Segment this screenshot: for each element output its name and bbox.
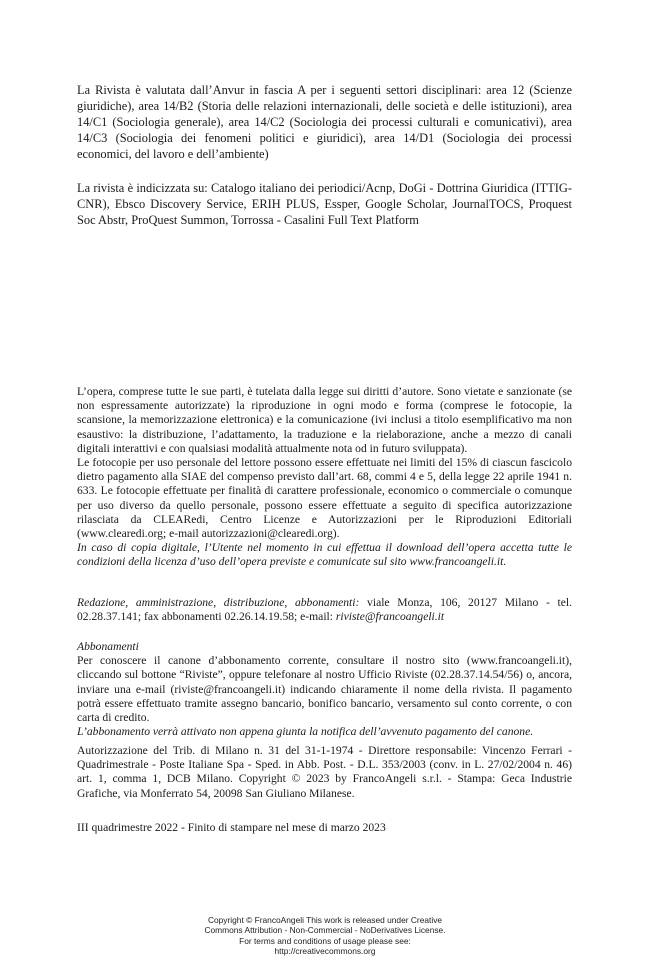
license-line-3: For terms and conditions of usage please see: — [239, 935, 411, 946]
editorial-email: riviste@francoangeli.it — [335, 610, 445, 624]
editorial-label: Redazione, amministrazione, distribuzione, abbonamenti: — [77, 596, 360, 609]
copyright-paragraph-3: In caso di copia digitale, l’Utente nel momento in cui effettua il download dell’opera accetta tutte le condizioni della licenza d’uso dell’opera previste e comunicate sul sito www.francoangeli.it. — [77, 541, 572, 569]
printing-info: III quadrimestre 2022 - Finito di stampare nel mese di marzo 2023 — [77, 821, 386, 834]
indexing-text: La rivista è indicizzata su: Catalogo italiano dei periodici/Acnp, DoGi - Dottrina Giuridica (ITTIG-CNR), Ebsco Discovery Service, ERIH PLUS, Essper, Google Scholar, JournalTOCS, Proquest Soc Abstr, ProQuest Summon, Torrossa - Casalini Full Text Platform — [77, 181, 572, 227]
subscriptions-section — [77, 640, 572, 739]
copyright-paragraph-1: L’opera, comprese tutte le sue parti, è tutelata dalla legge sui diritti d’autore. Sono vietate e sanzionate (se non espressamente autorizzate) la riproduzione in ogni modo e forma (comprese le fotocopie, la scansione, la memorizzazione elettronica) e la comunicazione (ivi inclusi a titolo esemplificativo ma non esaustivo: la distribuzione, l’adattamento, la traduzione e la rielaborazione, anche a mezzo di canali digitali interattivi e con qualsiasi modalità attualmente nota od in futuro sviluppata). — [77, 385, 572, 455]
license-line-1: Copyright © FrancoAngeli This work is released under Creative — [207, 915, 443, 925]
license-line-2: Commons Attribution - Non-Commercial - NoDerivatives License. — [204, 925, 446, 936]
subscriptions-note: L’abbonamento verrà attivato non appena giunta la notifica dell’avvenuto pagamento del canone. — [77, 725, 534, 739]
anvur-evaluation-text: La Rivista è valutata dall’Anvur in fascia A per i seguenti settori disciplinari: area 12 (Scienze giuridiche), area 14/B2 (Storia delle relazioni internazionali, delle società e delle istituzioni), area 14/C1 (Sociologia generale), area 14/C2 (Sociologia dei processi culturali e comunicativi), area 14/C3 (Sociologia dei fenomeni politici e giuridici), area 14/D1 (Sociologia dei processi economici, del lavoro e dell’ambiente) — [77, 83, 572, 161]
subscriptions-heading: Abbonamenti — [77, 640, 139, 653]
editorial-info — [77, 596, 572, 624]
subscriptions-body: Per conoscere il canone d’abbonamento corrente, consultare il nostro sito (www.francoangeli.it), cliccando sul bottone “Riviste”, oppure telefonare al nostro Ufficio Riviste (02.28.37.14.54/56) o, ancora, inviare una e-mail (riviste@francoangeli.it) indicando chiaramente il nome della rivista. Il pagamento potrà essere effettuato tramite assegno bancario, bonifico bancario, versamento sul conto corrente, o con carta di credito. — [77, 654, 572, 725]
copyright-paragraph-2: Le fotocopie per uso personale del lettore possono essere effettuate nei limiti del 15% di ciascun fascicolo dietro pagamento alla SIAE del compenso previsto dall’art. 68, commi 4 e 5, della legge 22 aprile 1941 n. 633. Le fotocopie effettuate per finalità di carattere professionale, economico o commerciale o comunque per uso diverso da quello personale, possono essere effettuate a seguito di specifica autorizzazione rilasciata da CLEARedi, Centro Licenze e Autorizzazioni per le Riproduzioni Editoriali (www.clearedi.org; e-mail autorizzazioni@clearedi.org). — [77, 456, 572, 541]
license-footer — [150, 915, 500, 957]
license-line-4: http://creativecommons.org — [274, 946, 376, 957]
copyright-notice — [77, 385, 572, 570]
authorization-text: Autorizzazione del Trib. di Milano n. 31 del 31-1-1974 - Direttore responsabile: Vincenzo Ferrari - Quadrimestrale - Poste Italiane Spa - Sped. in Abb. Post. - D.L. 353/2003 (conv. in L. 27/02/2004 n. 46) art. 1, comma 1, DCB Milano. Copyright © 2023 by FrancoAngeli s.r.l. - Stampa: Geca Industrie Grafiche, via Monferrato 54, 20098 San Giuliano Milanese. — [77, 744, 572, 800]
editorial-contacts: viale Monza, 106, 20127 Milano - tel. 02.28.37.141; fax abbonamenti 02.26.14.19.58; e-mail: — [77, 596, 572, 624]
